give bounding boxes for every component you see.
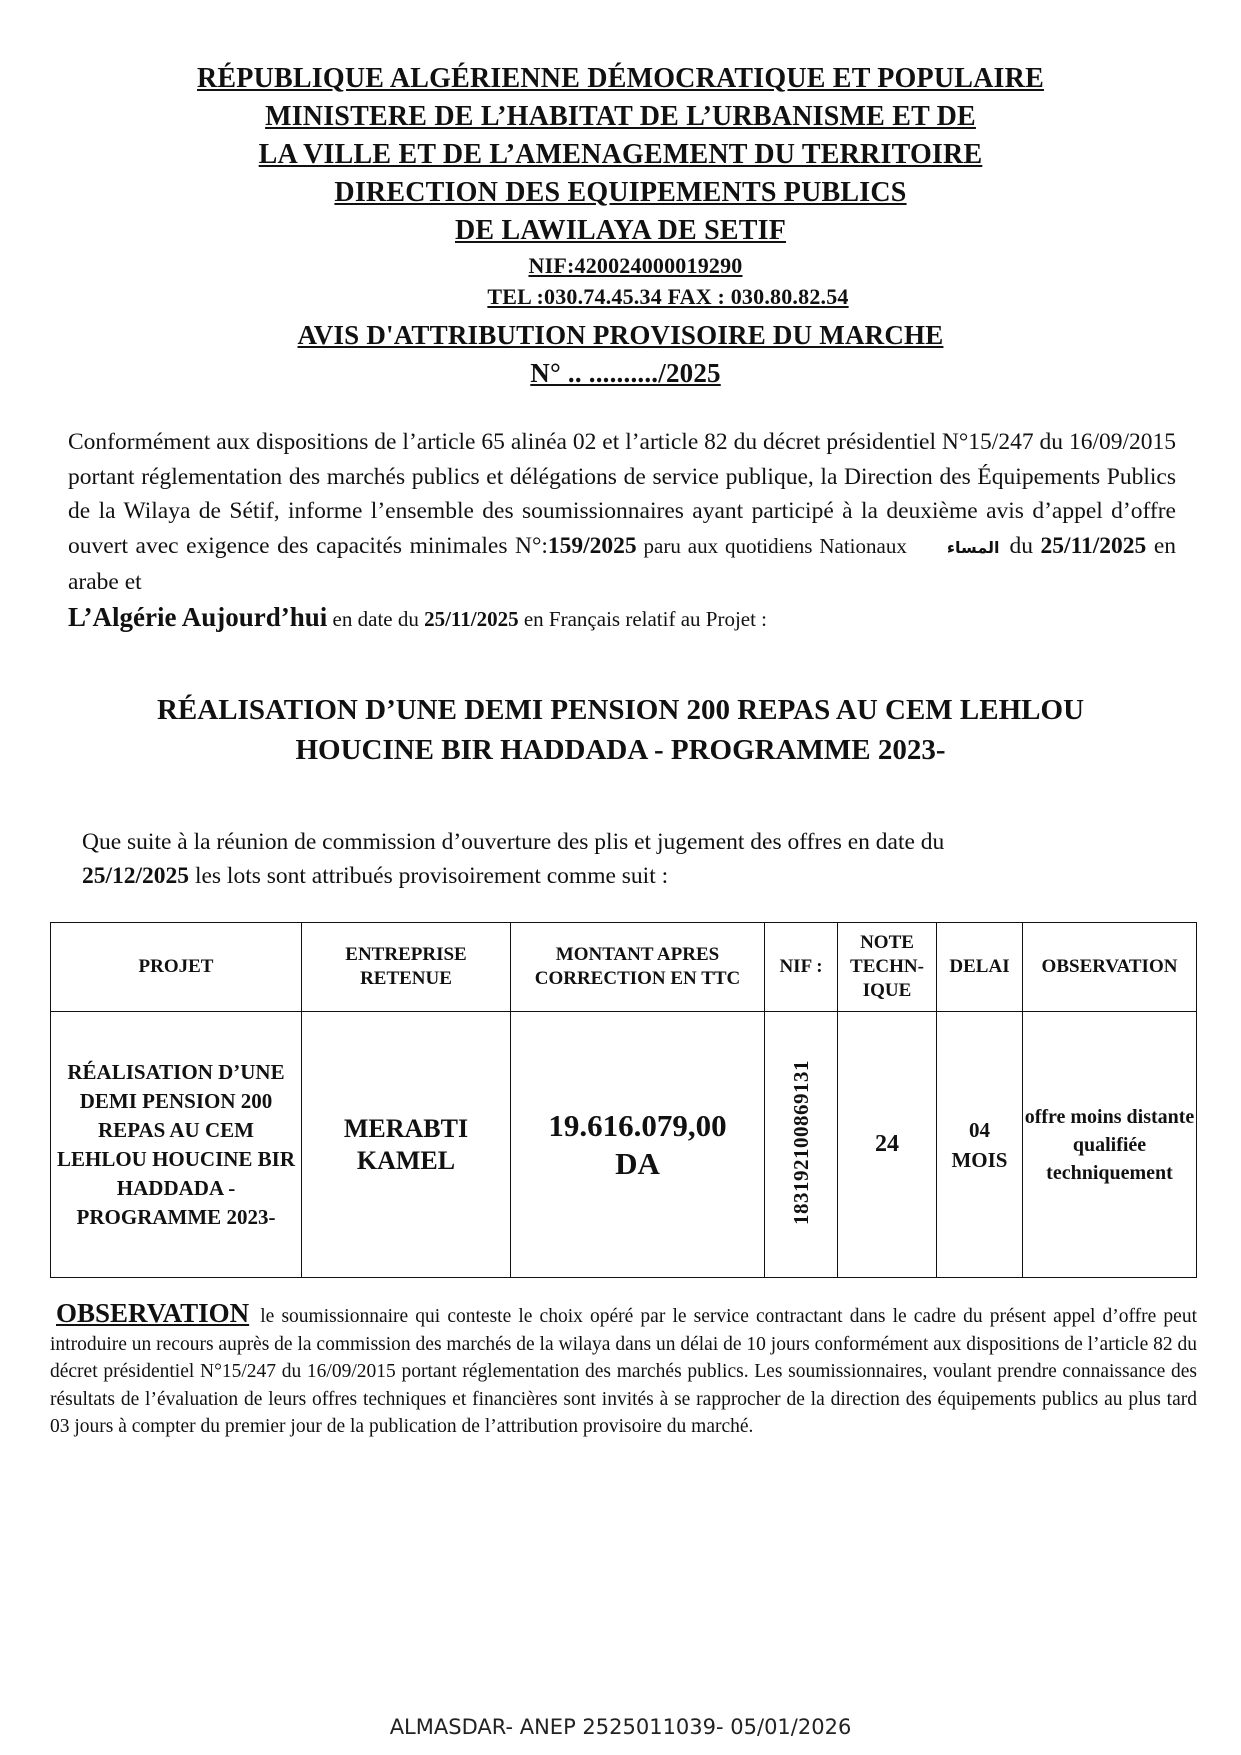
project-title-line1: RÉALISATION D’UNE DEMI PENSION 200 REPAS AU CEM LEHLOU [156, 694, 1085, 726]
table-header-row [51, 923, 1197, 1012]
intro-text-2: paru aux quotidiens Nationaux [636, 533, 907, 558]
observation-label: OBSERVATION [56, 1298, 250, 1328]
intro-paragraph [68, 425, 1176, 636]
observation-text: le soumissionnaire qui conteste le choix opéré par le service contractant dans le cadre du présent appel d’offre peut introduire un recours auprès de la commission des marchés de la wilaya dans un délai de 10 jours conformément aux dispositions de l’article 82 du décret présidentiel N°15/247 du 16/09/2015 portant réglementation des marchés publics. Les soumissionnaires, voulant prendre connaissance des résultats de l’évaluation de leurs offres techniques et financières sont invités à se rapprocher de la direction des équipements publics au plus tard 03 jours à compter du premier jour de la publication de l’attribution provisoire du marché. [50, 1306, 1197, 1437]
meeting-text-1: Que suite à la réunion de commission d’ouverture des plis et jugement des offres en date du [82, 829, 945, 855]
arabic-newspaper: المساء [946, 537, 1000, 557]
french-newspaper: L’Algérie Aujourd’hui [68, 601, 328, 632]
cell-observation: offre moins distante qualifiée techniquement [1023, 1012, 1197, 1278]
document-header [0, 60, 1241, 392]
header-montant: MONTANT APRES CORRECTION EN TTC [511, 923, 765, 1012]
montant-unit: DA [615, 1145, 660, 1181]
cell-entreprise: MERABTI KAMEL [302, 1012, 511, 1278]
montant-value: 19.616.079,00 [548, 1107, 727, 1143]
nif-value: 183192100869131 [788, 1059, 813, 1225]
cell-projet: RÉALISATION D’UNE DEMI PENSION 200 REPAS AU CEM LEHLOU HOUCINE BIR HADDADA - PROGRAMME 2023- [51, 1012, 302, 1278]
french-publication-date: 25/11/2025 [424, 606, 519, 631]
header-republic: RÉPUBLIQUE ALGÉRIENNE DÉMOCRATIQUE ET POPULAIRE [197, 63, 1044, 94]
meeting-date: 25/12/2025 [82, 863, 190, 889]
header-wilaya: DE LAWILAYA DE SETIF [454, 215, 787, 246]
delai-value: 04 [969, 1117, 990, 1142]
cell-note: 24 [838, 1012, 937, 1278]
table-row [51, 1012, 1197, 1278]
cell-delai [937, 1012, 1023, 1278]
call-number: 159/2025 [547, 532, 637, 559]
publication-footer: ALMASDAR- ANEP 2525011039- 05/01/2026 [389, 1715, 852, 1739]
intro-text-6: en Français relatif au Projet : [518, 606, 768, 631]
intro-text-3: du [1009, 532, 1041, 559]
intro-text-1: Conformément aux dispositions de l’article 65 alinéa 02 et l’article 82 du décret présidentiel N°15/247 du 16/09/2015 portant réglementation des marchés publics et délégations de service publique, la Direction des Équipements Publics de la Wilaya de Sétif, informe l’ensemble des soumissionnaires ayant participé à la deuxième avis d’appel d’offre ouvert avec exigence des capacités minimales N°: [68, 429, 1176, 559]
header-nif: NIF:420024000019290 [528, 253, 743, 278]
header-projet: PROJET [51, 923, 302, 1012]
award-table [50, 922, 1197, 1278]
meeting-paragraph [82, 825, 1182, 893]
observation-paragraph [50, 1300, 1197, 1441]
delai-unit: MOIS [951, 1147, 1008, 1172]
header-note: NOTE TECHN- IQUE [838, 923, 937, 1012]
header-tel-fax: TEL :030.74.45.34 FAX : 030.80.82.54 [487, 284, 849, 309]
header-delai: DELAI [937, 923, 1023, 1012]
notice-number: N° .. ........../2025 [530, 358, 721, 388]
header-nif: NIF : [765, 923, 838, 1012]
intro-text-5: en date du [327, 606, 425, 631]
header-observation: OBSERVATION [1023, 923, 1197, 1012]
notice-title: AVIS D'ATTRIBUTION PROVISOIRE DU MARCHE [297, 320, 944, 350]
project-title-line2: HOUCINE BIR HADDADA - PROGRAMME 2023- [295, 734, 946, 766]
intro-text-4: en arabe et [68, 532, 1177, 595]
header-ministry-line1: MINISTERE DE L’HABITAT DE L’URBANISME ET DE [265, 101, 976, 132]
cell-montant [511, 1012, 765, 1278]
arabic-publication-date: 25/11/2025 [1040, 532, 1147, 559]
meeting-text-2: les lots sont attribués provisoirement comme suit : [189, 863, 669, 889]
header-ministry-line2: LA VILLE ET DE L’AMENAGEMENT DU TERRITOIRE [258, 139, 983, 170]
header-direction: DIRECTION DES EQUIPEMENTS PUBLICS [334, 177, 907, 208]
cell-nif [765, 1012, 838, 1278]
header-entreprise: ENTREPRISE RETENUE [302, 923, 511, 1012]
project-title [0, 690, 1241, 770]
